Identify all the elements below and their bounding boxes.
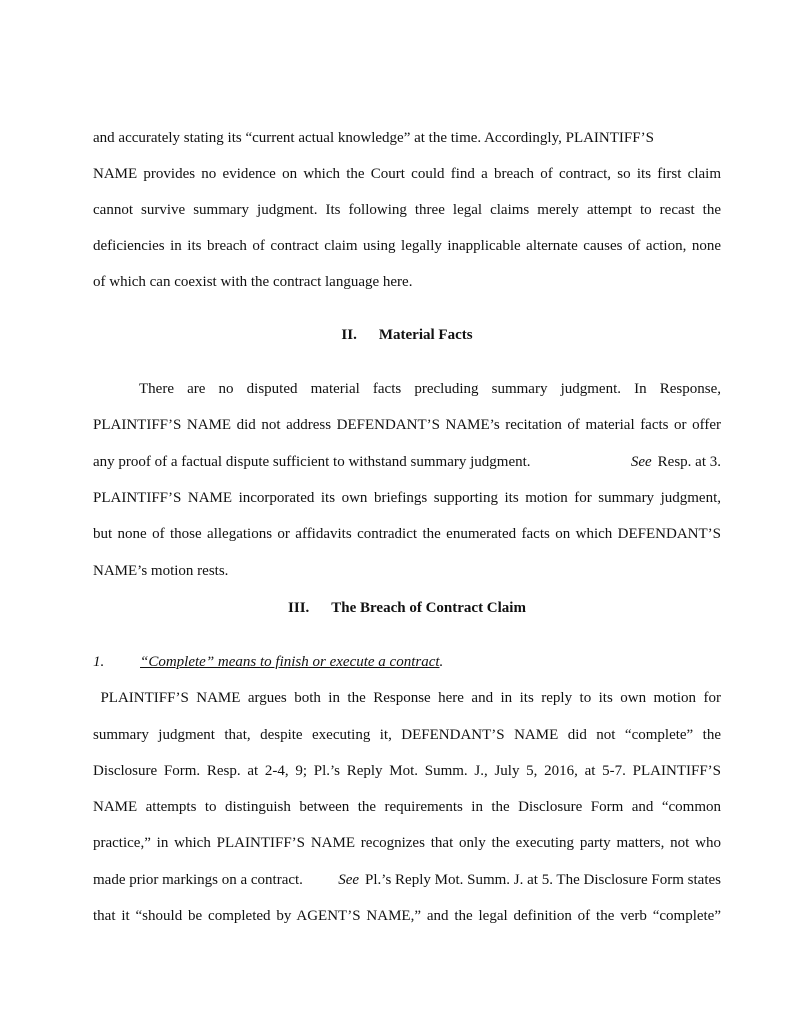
body-text: any proof of a factual dispute sufficient to withstand summary judgment. <box>93 454 531 470</box>
section-number: III. <box>288 600 310 616</box>
body-line <box>93 452 721 472</box>
section-title: Material Facts <box>378 327 473 343</box>
body-line: NAME attempts to distinguish between the requirements in the Disclosure Form and “common <box>93 799 721 815</box>
body-line: deficiencies in its breach of contract claim using legally inapplicable alternate causes of action, none <box>93 238 721 254</box>
body-line: PLAINTIFF’S NAME incorporated its own briefings supporting its motion for summary judgment, <box>93 490 721 506</box>
body-line: NAME provides no evidence on which the Court could find a breach of contract, so its first claim <box>93 166 721 182</box>
section-heading-material-facts <box>93 325 721 345</box>
body-line <box>93 870 721 890</box>
section-heading-breach-of-contract <box>93 598 721 618</box>
body-line: and accurately stating its “current actual knowledge” at the time. Accordingly, PLAINTIFF’S <box>93 130 654 146</box>
citation-text: Resp. at 3. <box>657 454 721 470</box>
subsection-heading <box>93 652 721 672</box>
citation <box>338 870 721 890</box>
body-text: made prior markings on a contract. <box>93 872 303 888</box>
body-line: cannot survive summary judgment. Its following three legal claims merely attempt to recast the <box>93 202 721 218</box>
subsection-period: . <box>439 654 444 670</box>
body-line: of which can coexist with the contract language here. <box>93 274 413 290</box>
body-line: but none of those allegations or affidavits contradict the enumerated facts on which DEFENDANT’S <box>93 526 721 542</box>
subsection-title: “Complete” means to finish or execute a contract <box>140 654 440 670</box>
citation-text: Pl.’s Reply Mot. Summ. J. at 5. The Disclosure Form states <box>365 872 721 888</box>
body-line: summary judgment that, despite executing it, DEFENDANT’S NAME did not “complete” the <box>93 727 721 743</box>
body-line: There are no disputed material facts precluding summary judgment. In Response, <box>139 381 721 397</box>
body-line: NAME’s motion rests. <box>93 563 229 579</box>
citation <box>631 452 721 472</box>
citation-signal: See <box>338 872 360 888</box>
citation-signal: See <box>630 454 652 470</box>
subsection-number: 1. <box>93 654 105 670</box>
body-line: that it “should be completed by AGENT’S NAME,” and the legal definition of the verb “complete” <box>93 908 721 924</box>
body-line: Disclosure Form. Resp. at 2-4, 9; Pl.’s Reply Mot. Summ. J., July 5, 2016, at 5-7. PLAINTIFF’S <box>93 763 721 779</box>
body-line: practice,” in which PLAINTIFF’S NAME recognizes that only the executing party matters, not who <box>93 835 721 851</box>
body-line: PLAINTIFF’S NAME did not address DEFENDANT’S NAME’s recitation of material facts or offer <box>93 417 721 433</box>
section-title: The Breach of Contract Claim <box>331 600 526 616</box>
body-line: PLAINTIFF’S NAME argues both in the Response here and in its reply to its own motion for <box>93 690 721 706</box>
section-number: II. <box>341 327 357 343</box>
